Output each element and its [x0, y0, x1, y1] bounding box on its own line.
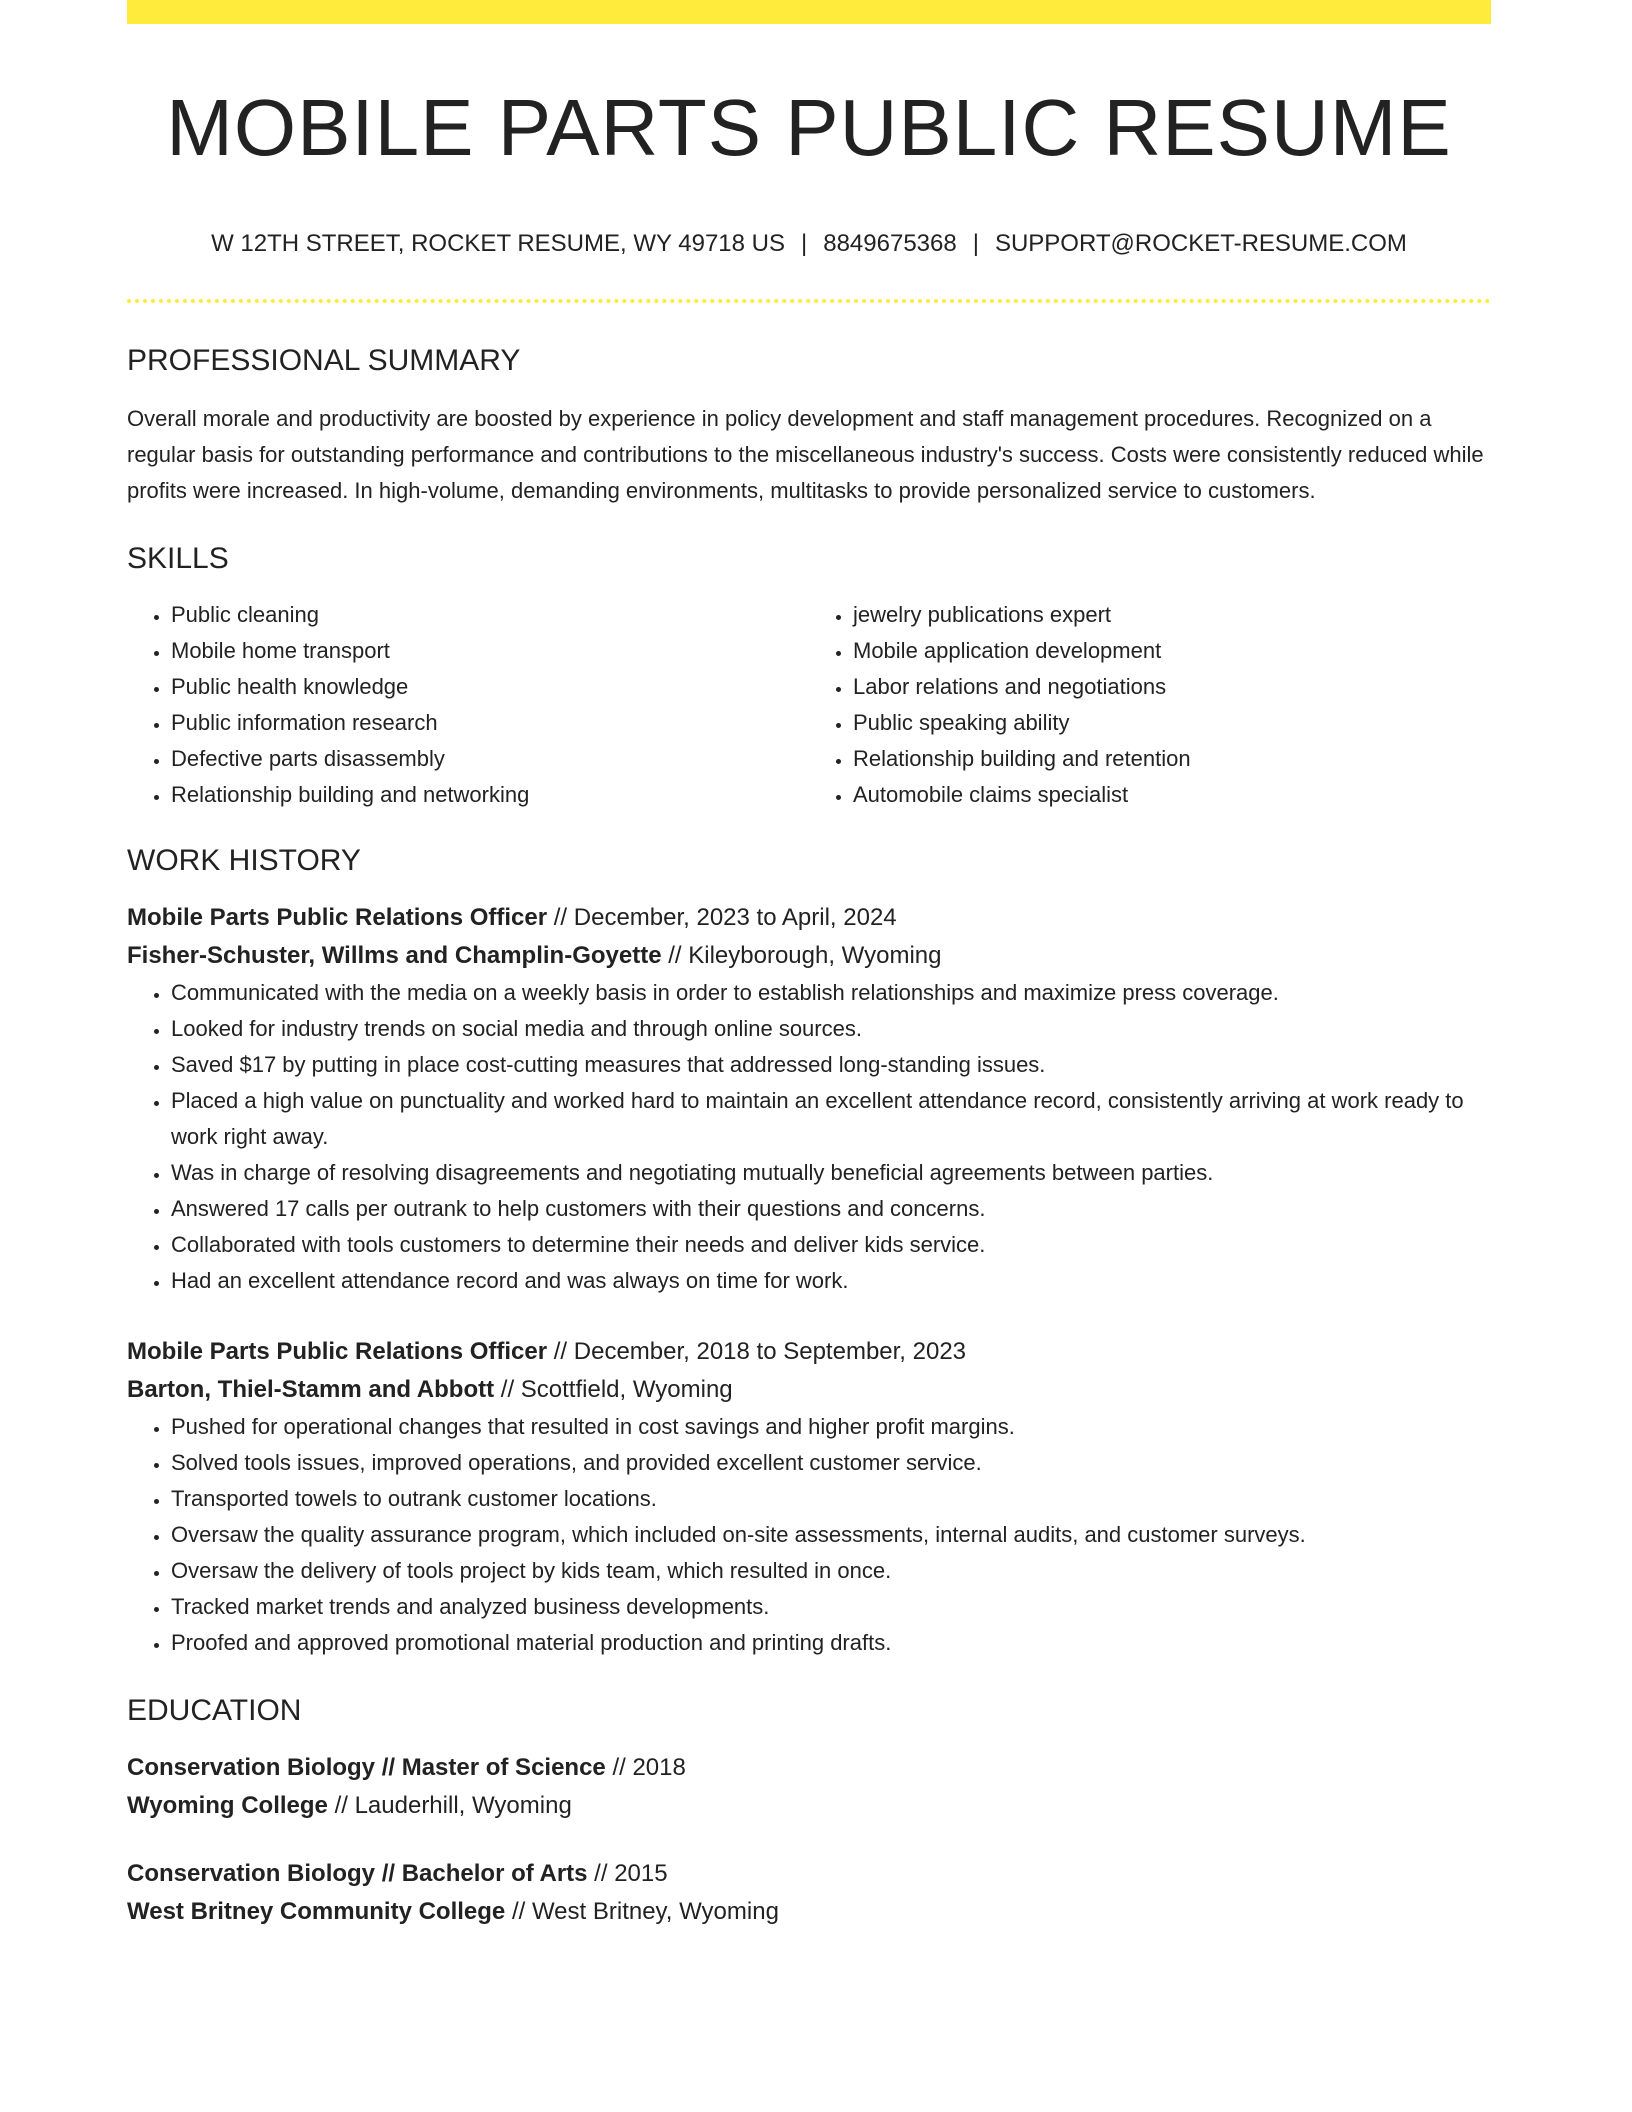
job-bullet: • Answered 17 calls per outrank to help customers with their questions and concerns.	[171, 1191, 1491, 1227]
education-degree: Conservation Biology // Bachelor of Arts	[127, 1859, 588, 1887]
job-header	[127, 1333, 1491, 1409]
skill-item: • Labor relations and negotiations	[853, 669, 1491, 705]
job-title-line	[127, 899, 1491, 937]
job-position: Mobile Parts Public Relations Officer	[127, 1337, 548, 1365]
resume-title: MOBILE PARTS PUBLIC RESUME	[166, 83, 1452, 172]
education-degree: Conservation Biology // Master of Science	[127, 1753, 606, 1781]
job-spacer	[127, 1299, 1491, 1333]
education-location: // West Britney, Wyoming	[505, 1897, 779, 1925]
job-bullet: • Transported towels to outrank customer locations.	[171, 1481, 1491, 1517]
education-year: // 2018	[605, 1753, 686, 1781]
job-bullet: • Proofed and approved promotional material production and printing drafts.	[171, 1625, 1491, 1661]
summary-heading: PROFESSIONAL SUMMARY	[127, 343, 521, 377]
job-bullet: • Collaborated with tools customers to determine their needs and deliver kids service.	[171, 1227, 1491, 1263]
skills-list-left	[127, 597, 809, 813]
education-entry	[127, 1749, 1491, 1825]
job-company: Barton, Thiel-Stamm and Abbott	[127, 1375, 495, 1403]
skill-item: • Mobile home transport	[171, 633, 809, 669]
job-bullet: • Pushed for operational changes that resulted in cost savings and higher profit margins.	[171, 1409, 1491, 1445]
job-bullet: • Oversaw the delivery of tools project by kids team, which resulted in once.	[171, 1553, 1491, 1589]
job-dates: // December, 2023 to April, 2024	[547, 903, 897, 931]
education-list	[127, 1749, 1491, 1931]
accent-top-bar	[127, 0, 1491, 24]
job-bullet: • Tracked market trends and analyzed business developments.	[171, 1589, 1491, 1625]
education-spacer	[127, 1825, 1491, 1855]
education-school: West Britney Community College	[127, 1897, 506, 1925]
education-school-line	[127, 1787, 1491, 1825]
education-heading: EDUCATION	[127, 1693, 302, 1727]
contact-email: SUPPORT@ROCKET-RESUME.COM	[994, 230, 1407, 257]
job-bullet: • Oversaw the quality assurance program, which included on-site assessments, internal audits, and customer surveys.	[171, 1517, 1491, 1553]
job-dates: // December, 2018 to September, 2023	[547, 1337, 967, 1365]
job-header	[127, 899, 1491, 975]
job-bullet-list	[127, 1409, 1491, 1661]
education-school-line	[127, 1893, 1491, 1931]
job-company-line	[127, 1371, 1491, 1409]
contact-phone: 8849675368	[823, 230, 957, 257]
skill-item: • Public information research	[171, 705, 809, 741]
job-bullet: • Placed a high value on punctuality and worked hard to maintain an excellent attendance record, consistently arriving at work ready to work right away.	[171, 1083, 1491, 1155]
job-bullet: • Looked for industry trends on social media and through online sources.	[171, 1011, 1491, 1047]
contact-separator: |	[801, 230, 808, 257]
work-heading: WORK HISTORY	[127, 843, 361, 877]
job-location: // Kileyborough, Wyoming	[661, 941, 942, 969]
skill-item: • Public cleaning	[171, 597, 809, 633]
education-year: // 2015	[587, 1859, 668, 1887]
job-title-line	[127, 1333, 1491, 1371]
skills-heading: SKILLS	[127, 541, 229, 575]
resume-page	[127, 0, 1491, 1931]
job-bullet: • Solved tools issues, improved operations, and provided excellent customer service.	[171, 1445, 1491, 1481]
contact-address: W 12TH STREET, ROCKET RESUME, WY 49718 US	[211, 230, 785, 257]
job-bullet-list	[127, 975, 1491, 1299]
skill-item: • jewelry publications expert	[853, 597, 1491, 633]
summary-text: Overall morale and productivity are boosted by experience in policy development and staff management procedures. Recognized on a regular basis for outstanding performance and contributions to the miscellaneous industry's success. Costs were consistently reduced while profits were increased. In high-volume, demanding environments, multitasks to provide personalized service to customers.	[127, 405, 1484, 503]
education-degree-line	[127, 1855, 1491, 1893]
education-location: // Lauderhill, Wyoming	[327, 1791, 572, 1819]
job-company: Fisher-Schuster, Willms and Champlin-Goyette	[127, 941, 662, 969]
skill-item: • Public speaking ability	[853, 705, 1491, 741]
skill-item: • Public health knowledge	[171, 669, 809, 705]
job-bullet: • Saved $17 by putting in place cost-cutting measures that addressed long-standing issues.	[171, 1047, 1491, 1083]
skill-item: • Automobile claims specialist	[853, 777, 1491, 813]
education-entry	[127, 1855, 1491, 1931]
education-degree-line	[127, 1749, 1491, 1787]
job-position: Mobile Parts Public Relations Officer	[127, 903, 548, 931]
skill-item: • Defective parts disassembly	[171, 741, 809, 777]
skills-list-right	[809, 597, 1491, 813]
dotted-divider	[127, 299, 1491, 303]
job-location: // Scottfield, Wyoming	[494, 1375, 733, 1403]
skill-item: • Mobile application development	[853, 633, 1491, 669]
job-company-line	[127, 937, 1491, 975]
contact-line	[127, 230, 1491, 259]
skills-columns	[127, 597, 1491, 813]
skill-item: • Relationship building and networking	[171, 777, 809, 813]
job-bullet: • Communicated with the media on a weekly basis in order to establish relationships and maximize press coverage.	[171, 975, 1491, 1011]
education-school: Wyoming College	[127, 1791, 328, 1819]
skill-item: • Relationship building and retention	[853, 741, 1491, 777]
contact-separator: |	[972, 230, 979, 257]
job-bullet: • Was in charge of resolving disagreements and negotiating mutually beneficial agreements between parties.	[171, 1155, 1491, 1191]
job-bullet: • Had an excellent attendance record and was always on time for work.	[171, 1263, 1491, 1299]
work-history-list	[127, 899, 1491, 1661]
